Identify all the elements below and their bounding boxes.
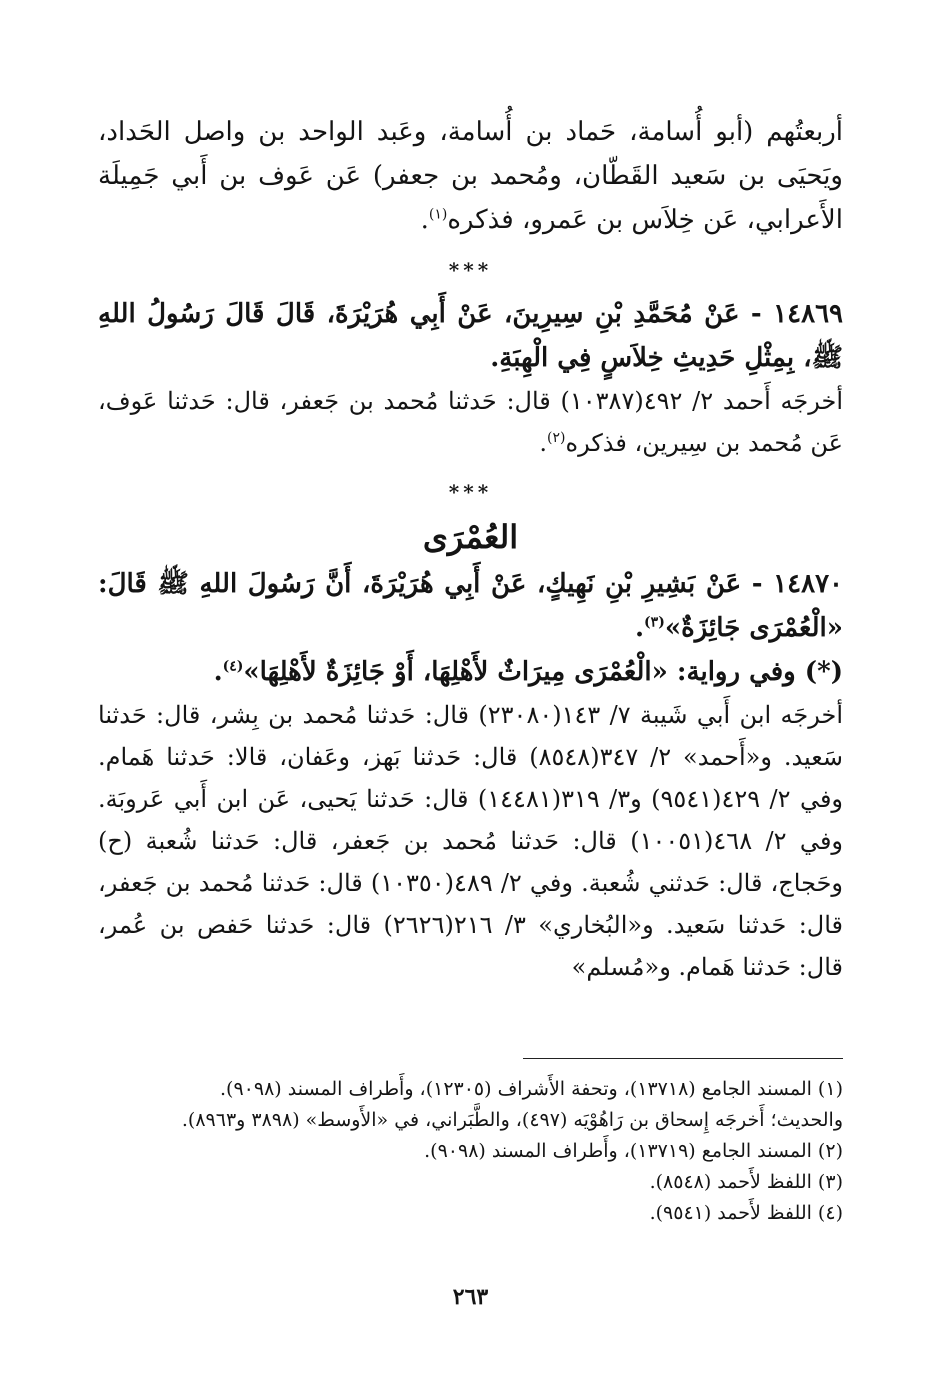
paragraph-end: . xyxy=(420,205,429,235)
section-divider-stars: *** xyxy=(448,258,493,282)
page-number: ٢٦٣ xyxy=(452,1284,489,1310)
footnote-4: (٤) اللفظ لأَحمد (٩٥٤١). xyxy=(649,1202,843,1224)
hadith-variant-riwaya xyxy=(98,650,843,694)
hadith-text: ١٤٨٧٠ - عَنْ بَشِيرِ بْنِ نَهِيكٍ، عَنْ أَبِي هُرَيْرَةَ، أَنَّ رَسُولَ اللهِ ﷺ قَالَ: «الْعُمْرَى جَائِزَةٌ» xyxy=(98,569,843,643)
paragraph-chain-of-narrators xyxy=(98,110,843,242)
footnote-1-continued: والحديث؛ أَخرجَه إِسحاق بن رَاهُوْيَه (٤٩٧)، والطَّبَراني، في «الأَوسط» (٣٨٩٨ و٨٩٦٣). xyxy=(181,1109,843,1131)
footnote-2: (٢) المسند الجامع (١٣٧١٩)، وأَطراف المسند (٩٠٩٨). xyxy=(424,1140,843,1162)
takhrij-text: أخرجَه أَحمد ٢/ ٤٩٢(١٠٣٨٧) قال: حَدثنا مُحمد بن جَعفر، قال: حَدثنا عَوف، عَن مُحمد بن سِيرين، فذكره xyxy=(98,387,843,457)
riwaya-end: . xyxy=(213,657,223,687)
paragraph-text: أربعتُهم (أبو أُسامة، حَماد بن أُسامة، وعَبد الواحد بن واصل الحَداد، ويَحيَى بن سَعيد القَطّان، ومُحمد بن جعفر) عَن عَوف بن أَبي جَمِيلَة الأَعرابي، عَن خِلاَس بن عَمرو، فذكره xyxy=(98,117,843,235)
hadith-end: . xyxy=(634,613,645,643)
footnote-separator-rule xyxy=(523,1058,843,1059)
riwaya-text: (*) وفي رواية: «الْعُمْرَى مِيرَاثٌ لأَهْلِهَا، أَوْ جَائِزَةٌ لأَهْلِهَا» xyxy=(243,657,843,687)
footnote-ref-3: (٣) xyxy=(644,614,665,631)
section-title: العُمْرَى xyxy=(422,518,519,556)
section-divider-stars: *** xyxy=(448,480,493,504)
takhrij-14869 xyxy=(98,380,843,464)
footnote-ref-4: (٤) xyxy=(222,658,244,675)
footnote-ref-2: (٢) xyxy=(547,430,566,446)
footnotes xyxy=(98,1074,843,1229)
takhrij-end: . xyxy=(539,429,548,457)
footnote-ref-1: (١) xyxy=(428,206,448,223)
hadith-14869: ١٤٨٦٩ - عَنْ مُحَمَّدِ بْنِ سِيرِينَ، عَنْ أَبِي هُرَيْرَةَ، قَالَ قَالَ رَسُولُ اللهِ ﷺ، بِمِثْلِ حَدِيثِ خِلاَسٍ فِي الْهِبَةِ. xyxy=(98,299,843,373)
footnote-1: (١) المسند الجامع (١٣٧١٨)، وتحفة الأَشراف (١٢٣٠٥)، وأَطراف المسند (٩٠٩٨). xyxy=(220,1078,843,1100)
takhrij-14870: أخرجَه ابن أَبي شَيبة ٧/ ١٤٣(٢٣٠٨٠) قال: حَدثنا مُحمد بن بِشر، قال: حَدثنا سَعيد. و«أَحمد» ٢/ ٣٤٧(٨٥٤٨) قال: حَدثنا بَهز، وعَفان، قالا: حَدثنا هَمام. وفي ٢/ ٤٢٩(٩٥٤١) و٣/ ٣١٩(١٤٤٨١) قال: حَدثنا يَحيى، عَن ابن أَبي عَروبَة. وفي ٢/ ٤٦٨(١٠٠٥١) قال: حَدثنا مُحمد بن جَعفر، قال: حَدثنا شُعبة (ح) وحَجاج، قال: حَدثني شُعبة. وفي ٢/ ٤٨٩(١٠٣٥٠) قال: حَدثنا مُحمد بن جَعفر، قال: حَدثنا سَعيد. و«البُخاري» ٣/ ٢١٦(٢٦٢٦) قال: حَدثنا حَفص بن عُمر، قال: حَدثنا هَمام. و«مُسلم» xyxy=(98,701,844,981)
hadith-14870 xyxy=(98,562,843,650)
footnote-3: (٣) اللفظ لأَحمد (٨٥٤٨). xyxy=(649,1171,843,1193)
